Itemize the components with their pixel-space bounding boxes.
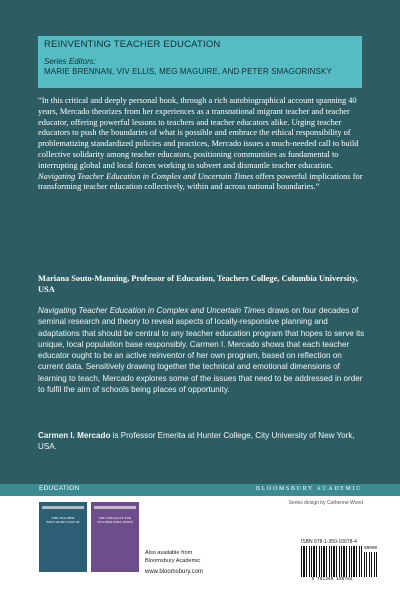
author-bio [38,430,368,453]
description-text: draws on four decades of seminal research and theory to reveal aspects of locally-responsive planning and adaptations that should be central to any teacher education program that hopes to serve its unique, local population base responsibly. Carmen I. Mercado shows that each teacher educator ought to be an active reinventor of her own program, based on reflection on current data. Sensitively drawing together the technical and emotional dimensions of learning to teach, Mercado explores some of the issues that need to be addressed in order to fulfil the aim of schools being places of opportunity. [38,306,365,395]
addon-number: 90000 [364,546,378,551]
series-title: REINVENTING TEACHER EDUCATION [44,39,221,50]
related-book-cover-1 [39,502,87,572]
design-credit: Series design by Catherine Wood [288,500,363,506]
price-addon-barcode [364,546,378,584]
thumb-decoration [94,506,136,509]
author-bio-text: is Professor Emerita at Hunter College, City University of New York, USA. [38,431,355,452]
thumb-decoration [42,506,84,509]
publisher-website: www.bloomsbury.com [145,569,203,575]
series-editors-label: Series Editors: [44,57,97,66]
series-banner [38,36,362,88]
quote-book-title: Navigating Teacher Education in Complex and Uncertain Times [38,171,254,181]
series-editors-names: MARIE BRENNAN, VIV ELLIS, MEG MAGUIRE, AND PETER SMAGORINSKY [44,67,332,76]
quote-text-end: offers powerful implications for transforming teacher education collectively, within and across national boundaries.” [38,171,363,192]
quote-text: “In this critical and deeply personal book, through a rich autobiographical account spanning 40 years, Mercado theorizes from her experiences as a transnational migrant teacher and teacher educator, offering powerful lessons to teachers and teacher educators alike. Urging teacher educators to push the boundaries of what is possible and embrace the ethical responsibility of problematizing standardized policies and practices, Mercado issues a much-needed call to build collective solidarity among teacher educators, positioning communities as fundamental to interrupting global and local forces working to subvert and dismantle teacher education. [38,96,359,170]
barcode [301,546,363,584]
isbn-label: ISBN 978-1-350-10678-4 [301,539,357,545]
addon-bars [364,552,378,577]
barcode-bars [301,546,363,577]
category-label: EDUCATION [39,485,80,492]
category-bar [0,484,400,496]
related-book-title-1: THE TEACHER EDUCATOR'S WAY IN [46,516,80,525]
related-book-cover-2 [91,502,139,572]
quote-attribution: Mariana Souto-Manning, Professor of Education, Teachers College, Columbia University, USA [38,274,358,294]
endorsement-quote [38,96,368,193]
barcode-number: 9 781350 106784 [311,577,353,582]
author-name: Carmen I. Mercado [38,431,111,440]
publisher-logo: BLOOMSBURY ACADEMIC [256,486,362,492]
cover-footer [0,484,400,600]
related-book-title-2: THE STRUGGLE FOR TEACHER EDUCATION [97,516,133,525]
also-available-line-1: Also available from [145,550,193,556]
description-book-title: Navigating Teacher Education in Complex and Uncertain Times [38,306,266,315]
also-available-line-2: Bloomsbury Academic [145,557,201,564]
also-available [145,550,200,566]
book-description [38,305,368,395]
